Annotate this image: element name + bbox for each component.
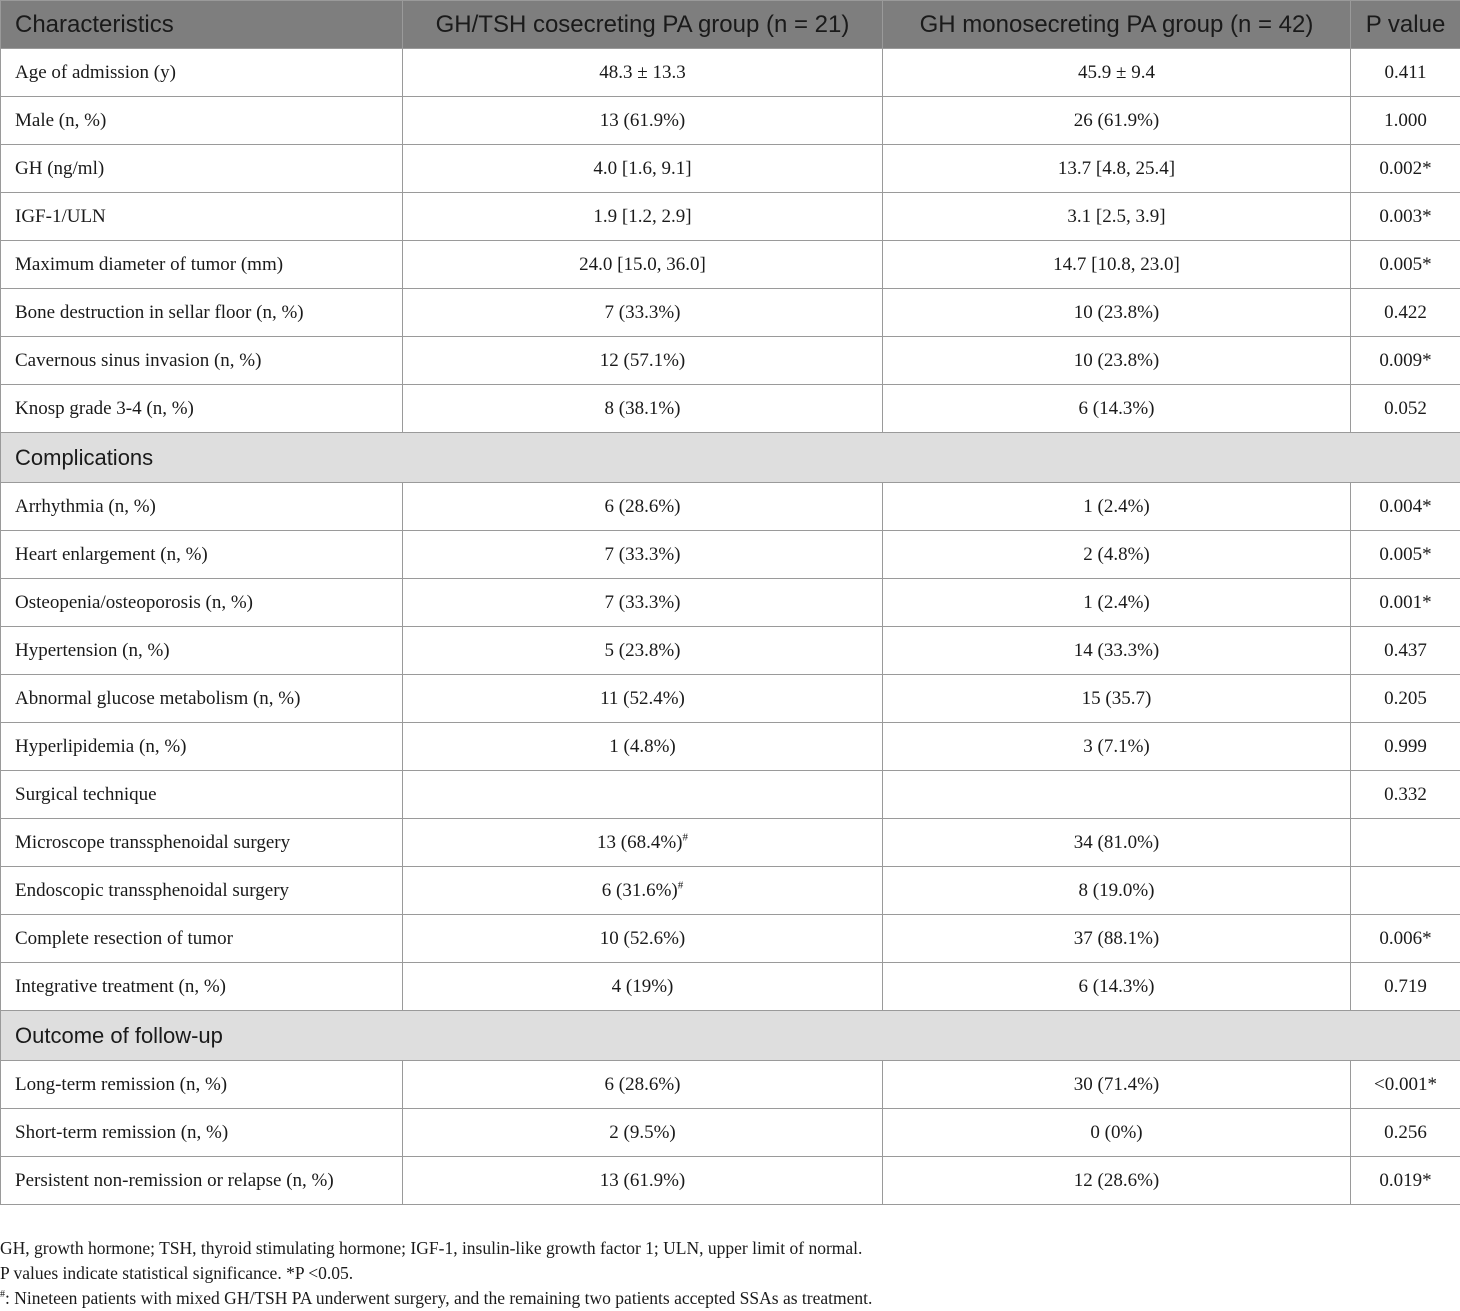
row-label: Hypertension (n, %)	[1, 627, 403, 675]
monosecreting-value: 34 (81.0%)	[883, 819, 1351, 867]
table-footnotes	[0, 1236, 1460, 1311]
p-value: 0.422	[1351, 289, 1460, 337]
header-cosecreting-group: GH/TSH cosecreting PA group (n = 21)	[403, 1, 883, 49]
table-row	[1, 1061, 1460, 1109]
monosecreting-value: 1 (2.4%)	[883, 483, 1351, 531]
section-title: Complications	[1, 433, 1460, 483]
footnote-mark: #	[0, 1289, 5, 1300]
table-row	[1, 819, 1460, 867]
cosecreting-value	[403, 819, 883, 867]
cosecreting-value: 11 (52.4%)	[403, 675, 883, 723]
row-label: Male (n, %)	[1, 97, 403, 145]
row-label: Age of admission (y)	[1, 49, 403, 97]
cosecreting-value: 2 (9.5%)	[403, 1109, 883, 1157]
monosecreting-value: 13.7 [4.8, 25.4]	[883, 145, 1351, 193]
p-value: 0.001*	[1351, 579, 1460, 627]
footnote-abbreviations: GH, growth hormone; TSH, thyroid stimulating hormone; IGF-1, insulin-like growth factor 1; ULN, upper limit of normal.	[0, 1236, 1460, 1261]
monosecreting-value: 1 (2.4%)	[883, 579, 1351, 627]
table-row	[1, 627, 1460, 675]
table-row	[1, 867, 1460, 915]
table-row	[1, 49, 1460, 97]
row-label: Cavernous sinus invasion (n, %)	[1, 337, 403, 385]
p-value: 0.205	[1351, 675, 1460, 723]
cosecreting-value: 1 (4.8%)	[403, 723, 883, 771]
monosecreting-value: 10 (23.8%)	[883, 337, 1351, 385]
row-label: Microscope transsphenoidal surgery	[1, 819, 403, 867]
p-value: 0.999	[1351, 723, 1460, 771]
cosecreting-value: 24.0 [15.0, 36.0]	[403, 241, 883, 289]
monosecreting-value: 37 (88.1%)	[883, 915, 1351, 963]
row-label: Bone destruction in sellar floor (n, %)	[1, 289, 403, 337]
row-label: Short-term remission (n, %)	[1, 1109, 403, 1157]
footnote-surgery	[0, 1286, 1460, 1311]
row-label: Integrative treatment (n, %)	[1, 963, 403, 1011]
cosecreting-value	[403, 771, 883, 819]
table-row	[1, 531, 1460, 579]
p-value	[1351, 867, 1460, 915]
p-value: 0.003*	[1351, 193, 1460, 241]
monosecreting-value: 10 (23.8%)	[883, 289, 1351, 337]
row-label: Complete resection of tumor	[1, 915, 403, 963]
row-label: Hyperlipidemia (n, %)	[1, 723, 403, 771]
table-row	[1, 963, 1460, 1011]
cosecreting-value: 7 (33.3%)	[403, 289, 883, 337]
p-value: 0.719	[1351, 963, 1460, 1011]
table-row	[1, 675, 1460, 723]
table-row	[1, 915, 1460, 963]
cosecreting-value: 13 (61.9%)	[403, 97, 883, 145]
table-row	[1, 145, 1460, 193]
cosecreting-value: 13 (61.9%)	[403, 1157, 883, 1205]
section-row-complications	[1, 433, 1460, 483]
p-value: 0.052	[1351, 385, 1460, 433]
section-row-outcome	[1, 1011, 1460, 1061]
row-label: Knosp grade 3-4 (n, %)	[1, 385, 403, 433]
row-label: Long-term remission (n, %)	[1, 1061, 403, 1109]
p-value: 0.332	[1351, 771, 1460, 819]
cosecreting-value: 10 (52.6%)	[403, 915, 883, 963]
monosecreting-value: 6 (14.3%)	[883, 963, 1351, 1011]
monosecreting-value: 6 (14.3%)	[883, 385, 1351, 433]
cosecreting-value: 6 (28.6%)	[403, 1061, 883, 1109]
p-value: 0.005*	[1351, 531, 1460, 579]
row-label: Heart enlargement (n, %)	[1, 531, 403, 579]
table-row	[1, 193, 1460, 241]
monosecreting-value: 14.7 [10.8, 23.0]	[883, 241, 1351, 289]
monosecreting-value: 14 (33.3%)	[883, 627, 1351, 675]
cosecreting-value: 6 (28.6%)	[403, 483, 883, 531]
p-value: 1.000	[1351, 97, 1460, 145]
p-value: <0.001*	[1351, 1061, 1460, 1109]
p-value: 0.437	[1351, 627, 1460, 675]
table-row	[1, 1157, 1460, 1205]
row-label: IGF-1/ULN	[1, 193, 403, 241]
row-label: GH (ng/ml)	[1, 145, 403, 193]
row-label: Abnormal glucose metabolism (n, %)	[1, 675, 403, 723]
table-row	[1, 241, 1460, 289]
cosecreting-value: 5 (23.8%)	[403, 627, 883, 675]
cosecreting-value: 8 (38.1%)	[403, 385, 883, 433]
header-monosecreting-group: GH monosecreting PA group (n = 42)	[883, 1, 1351, 49]
monosecreting-value: 15 (35.7)	[883, 675, 1351, 723]
cosecreting-value: 7 (33.3%)	[403, 531, 883, 579]
cosecreting-value: 1.9 [1.2, 2.9]	[403, 193, 883, 241]
monosecreting-value: 3 (7.1%)	[883, 723, 1351, 771]
value-text: 6 (31.6%)	[602, 880, 678, 901]
monosecreting-value: 45.9 ± 9.4	[883, 49, 1351, 97]
p-value	[1351, 819, 1460, 867]
section-title: Outcome of follow-up	[1, 1011, 1460, 1061]
cosecreting-value: 4 (19%)	[403, 963, 883, 1011]
row-label: Persistent non-remission or relapse (n, %)	[1, 1157, 403, 1205]
monosecreting-value	[883, 771, 1351, 819]
monosecreting-value: 3.1 [2.5, 3.9]	[883, 193, 1351, 241]
table-row	[1, 1109, 1460, 1157]
row-label: Surgical technique	[1, 771, 403, 819]
monosecreting-value: 30 (71.4%)	[883, 1061, 1351, 1109]
monosecreting-value: 12 (28.6%)	[883, 1157, 1351, 1205]
monosecreting-value: 26 (61.9%)	[883, 97, 1351, 145]
row-label: Maximum diameter of tumor (mm)	[1, 241, 403, 289]
header-p-value: P value	[1351, 1, 1460, 49]
table-row	[1, 723, 1460, 771]
table-row	[1, 97, 1460, 145]
row-label: Arrhythmia (n, %)	[1, 483, 403, 531]
p-value: 0.002*	[1351, 145, 1460, 193]
p-value: 0.009*	[1351, 337, 1460, 385]
p-value: 0.005*	[1351, 241, 1460, 289]
cosecreting-value	[403, 867, 883, 915]
p-value: 0.019*	[1351, 1157, 1460, 1205]
p-value: 0.004*	[1351, 483, 1460, 531]
value-text: 13 (68.4%)	[597, 832, 682, 853]
monosecreting-value: 8 (19.0%)	[883, 867, 1351, 915]
footnote-significance: P values indicate statistical significance. *P <0.05.	[0, 1261, 1460, 1286]
footnote-mark: #	[678, 879, 684, 891]
table-row	[1, 579, 1460, 627]
row-label: Osteopenia/osteoporosis (n, %)	[1, 579, 403, 627]
table-row	[1, 289, 1460, 337]
cosecreting-value: 4.0 [1.6, 9.1]	[403, 145, 883, 193]
p-value: 0.256	[1351, 1109, 1460, 1157]
cosecreting-value: 48.3 ± 13.3	[403, 49, 883, 97]
header-characteristics: Characteristics	[1, 1, 403, 49]
table-row	[1, 337, 1460, 385]
footnote-mark: #	[682, 831, 688, 843]
table-row	[1, 385, 1460, 433]
table-header-row	[1, 1, 1460, 49]
monosecreting-value: 0 (0%)	[883, 1109, 1351, 1157]
cosecreting-value: 7 (33.3%)	[403, 579, 883, 627]
table-row	[1, 483, 1460, 531]
footnote-surgery-text: : Nineteen patients with mixed GH/TSH PA underwent surgery, and the remaining two patients accepted SSAs as treatment.	[5, 1288, 872, 1308]
p-value: 0.006*	[1351, 915, 1460, 963]
monosecreting-value: 2 (4.8%)	[883, 531, 1351, 579]
p-value: 0.411	[1351, 49, 1460, 97]
table-row	[1, 771, 1460, 819]
cosecreting-value: 12 (57.1%)	[403, 337, 883, 385]
row-label: Endoscopic transsphenoidal surgery	[1, 867, 403, 915]
